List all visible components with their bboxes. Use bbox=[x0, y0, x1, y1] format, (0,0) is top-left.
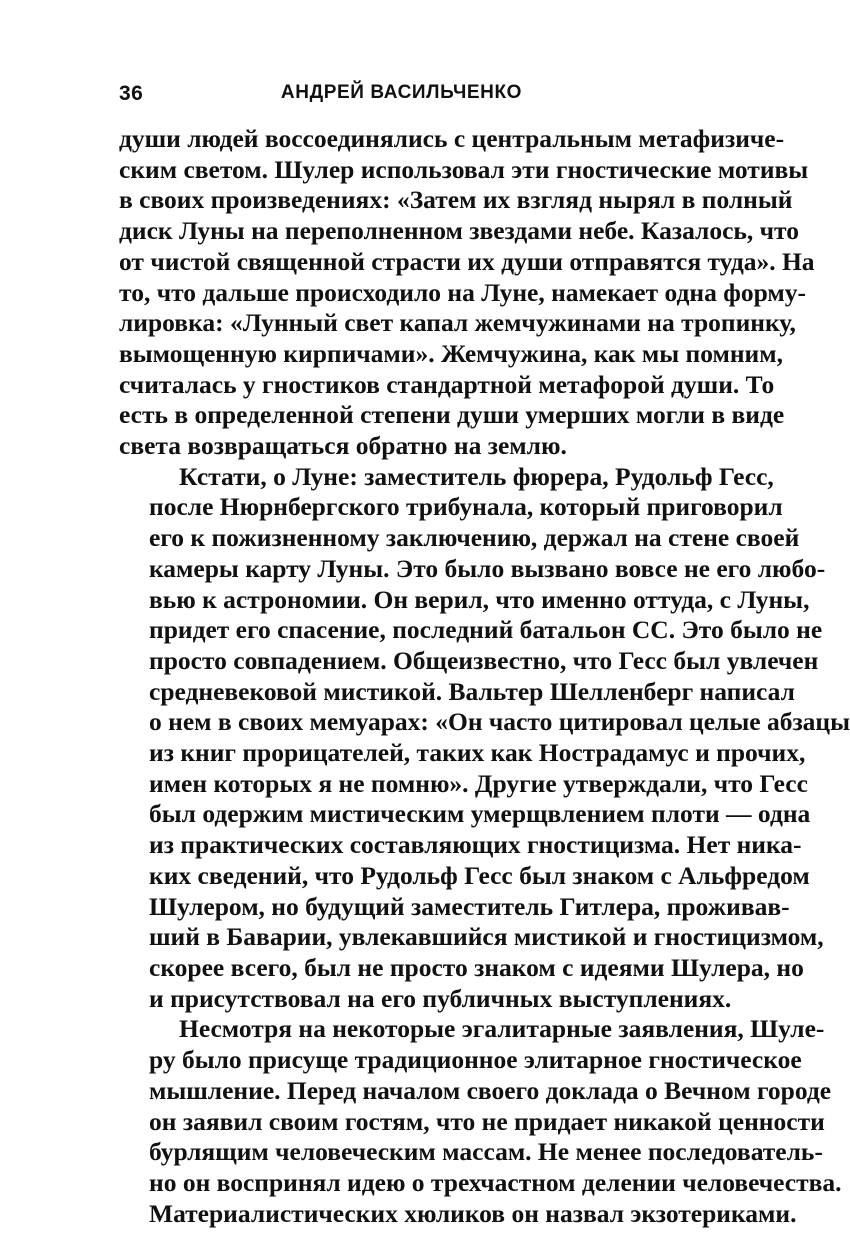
text-line: вью к астрономии. Он верил, что именно оттуда, с Луны, bbox=[149, 584, 810, 614]
text-line: света возвращаться обратно на землю. bbox=[119, 431, 567, 461]
text-line: ких сведений, что Рудольф Гесс был знаком с Альфредом bbox=[149, 860, 810, 890]
text-line: его к пожизненному заключению, держал на стене своей bbox=[149, 523, 800, 553]
text-line: скорее всего, был не просто знаком с идеями Шулера, но bbox=[149, 952, 804, 982]
text-line: в своих произведениях: «Затем их взгляд нырял в полный bbox=[119, 185, 793, 215]
text-line: имен которых я не помню». Другие утверждали, что Гесс bbox=[149, 768, 808, 798]
text-line: то, что дальше происходило на Луне, намекает одна форму- bbox=[119, 277, 807, 307]
text-line: камеры карту Луны. Это было вызвано вовсе не его любо- bbox=[149, 553, 826, 583]
text-line: есть в определенной степени души умерших могли в виде bbox=[119, 400, 785, 430]
running-head: АНДРЕЙ ВАСИЛЬЧЕНКО bbox=[280, 82, 523, 103]
text-line: ший в Баварии, увлекавшийся мистикой и гностицизмом, bbox=[149, 922, 824, 952]
text-line: души людей воссоединялись с центральным метафизиче- bbox=[119, 124, 785, 153]
text-line: просто совпадением. Общеизвестно, что Гесс был увлечен bbox=[149, 645, 819, 675]
paragraph bbox=[119, 124, 815, 462]
text-line: после Нюрнбергского трибунала, который приговорил bbox=[149, 492, 783, 522]
text-line: он заявил своим гостям, что не придает никакой ценности bbox=[149, 1106, 825, 1136]
text-line: из книг прорицателей, таких как Нострадамус и прочих, bbox=[149, 738, 806, 768]
text-line: Шулером, но будущий заместитель Гитлера, проживав- bbox=[149, 891, 790, 921]
page-header bbox=[119, 82, 684, 112]
text-line: диск Луны на переполненном звездами небе. Казалось, что bbox=[119, 216, 799, 246]
text-line: ру было присуще традиционное элитарное гностическое bbox=[149, 1045, 802, 1075]
text-line: Несмотря на некоторые эгалитарные заявления, Шуле- bbox=[179, 1014, 825, 1044]
text-line: и присутствовал на его публичных выступлениях. bbox=[149, 983, 732, 1013]
text-line: придет его спасение, последний батальон СС. Это было не bbox=[149, 615, 823, 645]
body-text bbox=[119, 124, 850, 1229]
text-line: бурлящим человеческим массам. Не менее последователь- bbox=[149, 1137, 823, 1167]
text-line: считалась у гностиков стандартной метафорой души. То bbox=[119, 369, 775, 399]
text-line: Кстати, о Луне: заместитель фюрера, Рудольф Гесс, bbox=[179, 461, 774, 491]
page-number: 36 bbox=[119, 82, 144, 105]
text-line: Материалистических хюликов он назвал экзотериками. bbox=[149, 1198, 797, 1228]
paragraph bbox=[119, 1014, 842, 1229]
text-line: от чистой священной страсти их души отправятся туда». На bbox=[119, 246, 815, 276]
text-line: вымощенную кирпичами». Жемчужина, как мы помним, bbox=[119, 338, 783, 368]
text-line: из практических составляющих гностицизма. Нет ника- bbox=[149, 830, 802, 860]
text-line: мышление. Перед началом своего доклада о Вечном городе bbox=[149, 1075, 832, 1105]
text-line: но он воспринял идею о трехчастном делении человечества. bbox=[149, 1167, 842, 1197]
text-line: был одержим мистическим умерщвлением плоти — одна bbox=[149, 799, 811, 829]
text-line: ским светом. Шулер использовал эти гностические мотивы bbox=[119, 154, 809, 184]
text-line: средневековой мистикой. Вальтер Шелленберг написал bbox=[149, 676, 795, 706]
text-line: лировка: «Лунный свет капал жемчужинами на тропинку, bbox=[119, 308, 796, 338]
text-line: о нем в своих мемуарах: «Он часто цитировал целые абзацы bbox=[149, 707, 850, 737]
paragraph bbox=[119, 461, 850, 1015]
